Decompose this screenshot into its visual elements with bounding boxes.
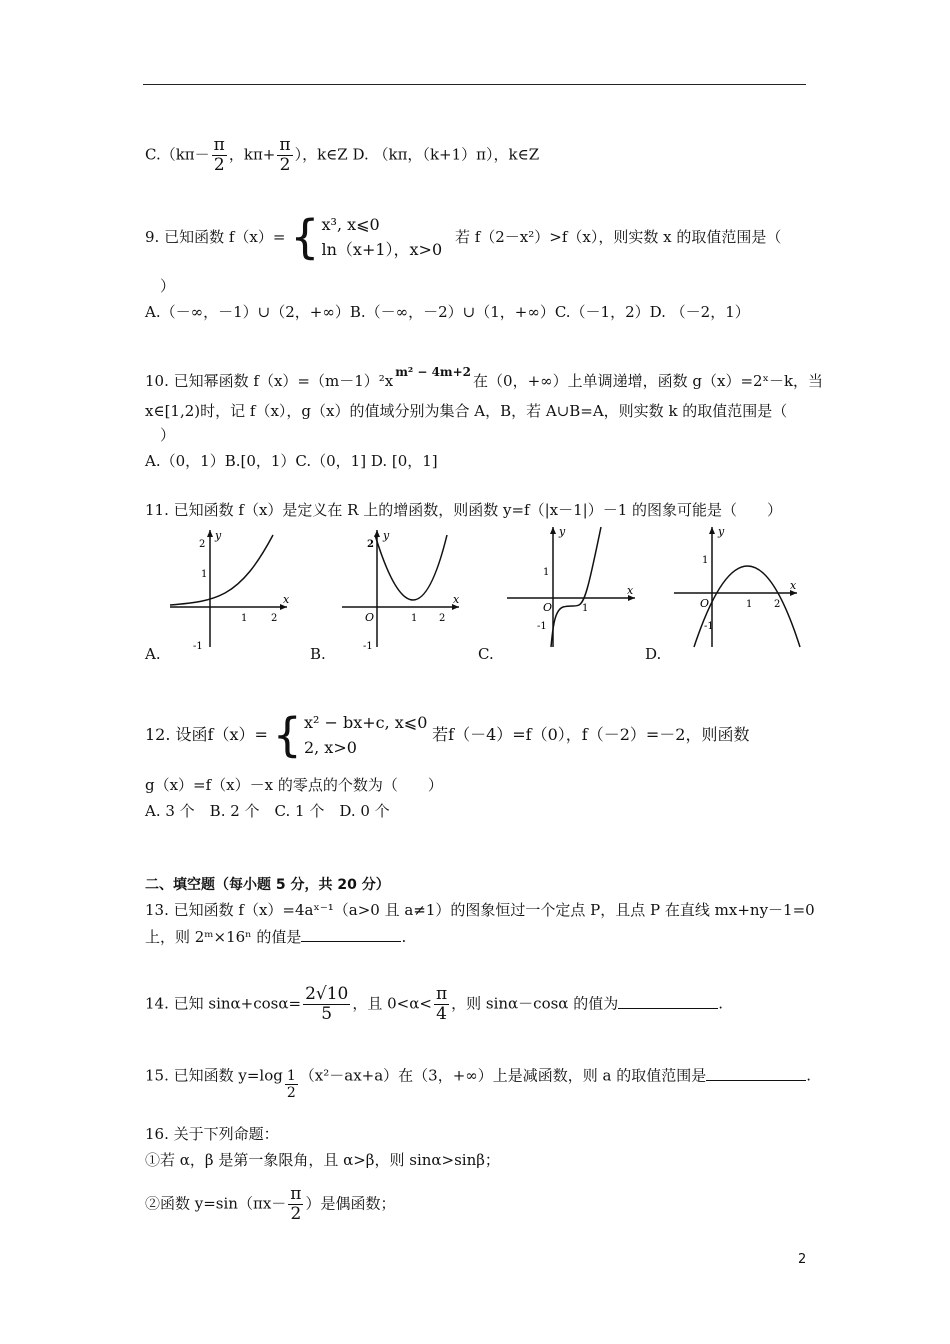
svg-text:y: y [559,525,566,538]
q10-line1: 10. 已知幂函数 f（x）=（m－1）²x $^{m^2 - 4m+2}$ 在（0，+∞）上单调递增，函数 g（x）=2ˣ－k，当 [145,365,824,390]
fraction: $\frac{\pi}{2}$ [279,135,291,175]
svg-text:x: x [627,584,634,597]
svg-text:x: x [790,579,797,592]
svg-text:-1: -1 [537,621,547,632]
q15-stem: 15. 已知函数 y=log $\frac{1}{2}$ （x²－ax+a）在（3，+∞）上是减函数，则 a 的取值范围是 . [145,1066,812,1101]
fraction: $\frac{\pi}{2}$ [213,135,225,175]
section-heading: 二、填空题（每小题 5 分，共 20 分） [145,877,390,893]
svg-text:1: 1 [241,613,248,624]
svg-text:-1: -1 [704,621,714,632]
q12-options: A. 3 个 B. 2 个 C. 1 个 D. 0 个 [145,802,390,820]
svg-text:1: 1 [582,603,589,614]
svg-text:-1: -1 [193,641,203,650]
q8-options: C.（kπ－ $\frac{\pi}{2}$ ，kπ+ $\frac{\pi}{2}$ ），k∈Z D. （kπ，（k+1）π），k∈Z [145,135,540,175]
answer-blank [618,994,718,1009]
svg-text:2: 2 [774,599,781,610]
q13-line2: 上，则 2ᵐ×16ⁿ 的值是 . [145,928,407,946]
page-number: 2 [798,1252,807,1267]
q14-stem: 14. 已知 sinα+cosα= $\frac{2√10}{5}$ ，且 0<α< $\frac{\pi}{4}$ ，则 sinα－cosα 的值为 . [145,984,723,1024]
graph-d [672,525,802,650]
q16-item2: ②函数 y=sin（πx－ $\frac{\pi}{2}$ ）是偶函数； [145,1184,396,1224]
svg-text:1: 1 [746,599,753,610]
graph-d-label: D. [645,645,662,663]
graph-a [165,525,290,650]
svg-text:2: 2 [367,539,374,550]
q16-item1: ①若 α，β 是第一象限角，且 α>β，则 sinα>sinβ； [145,1151,500,1169]
svg-text:x: x [453,593,460,606]
svg-text:2: 2 [439,613,446,624]
fraction: $\frac{2√10}{5}$ [305,984,349,1024]
q11-stem: 11. 已知函数 f（x）是定义在 R 上的增函数，则函数 y=f（|x－1|）－1 的图象可能是（ ） [145,501,783,519]
svg-text:y: y [383,529,390,542]
log-base-fraction: $\frac{1}{2}$ [286,1068,296,1101]
piecewise-function: { x³, x⩽0 ln（x+1），x>0 [290,210,443,264]
q10-close: ） [160,426,176,444]
svg-text:O: O [365,611,375,624]
piecewise-function: { x² − bx+c, x⩽0 2, x>0 [272,708,428,762]
svg-text:x: x [283,593,290,606]
svg-text:1: 1 [201,569,208,580]
graph-c [505,525,635,650]
graph-b-label: B. [310,645,326,663]
graph-b [337,525,462,650]
q9-stem: 9. 已知函数 f（x）= { x³, x⩽0 ln（x+1），x>0 若 f（2－x²）>f（x），则实数 x 的取值范围是（ [145,210,782,264]
q13-line1: 13. 已知函数 f（x）=4aˣ⁻¹（a>0 且 a≠1）的图象恒过一个定点 P，且点 P 在直线 mx+ny－1=0 [145,901,815,919]
q12-stem: 12. 设函f（x）= { x² − bx+c, x⩽0 2, x>0 若f（－4）=f（0），f（－2）=－2，则函数 [145,708,750,762]
svg-text:2: 2 [271,613,278,624]
svg-text:y: y [718,525,725,538]
q9-options: A.（－∞，－1）∪（2，+∞）B.（－∞，－2）∪（1，+∞）C.（－1，2）D. （－2，1） [145,303,750,321]
answer-blank [301,927,401,942]
fraction: $\frac{\pi}{4}$ [435,984,448,1024]
svg-text:1: 1 [702,555,709,566]
q10-options: A.（0，1）B.[0，1）C.（0，1] D. [0，1] [145,452,438,470]
svg-text:O: O [700,597,710,610]
q10-line2: x∈[1,2)时，记 f（x），g（x）的值域分别为集合 A，B，若 A∪B=A，则实数 k 的取值范围是（ [145,402,788,420]
fraction: $\frac{\pi}{2}$ [290,1184,302,1224]
header-rule [143,84,806,85]
svg-text:y: y [215,529,222,542]
svg-text:O: O [543,601,553,614]
answer-blank [706,1066,806,1081]
q9-close: ） [160,277,176,295]
svg-text:1: 1 [543,567,550,578]
svg-text:-1: -1 [363,641,373,650]
graph-c-label: C. [478,645,494,663]
svg-text:2: 2 [199,539,206,550]
q16-title: 16. 关于下列命题： [145,1125,279,1143]
svg-text:1: 1 [411,613,418,624]
q12-line2: g（x）=f（x）－x 的零点的个数为（ ） [145,776,443,794]
graph-a-label: A. [145,645,161,663]
